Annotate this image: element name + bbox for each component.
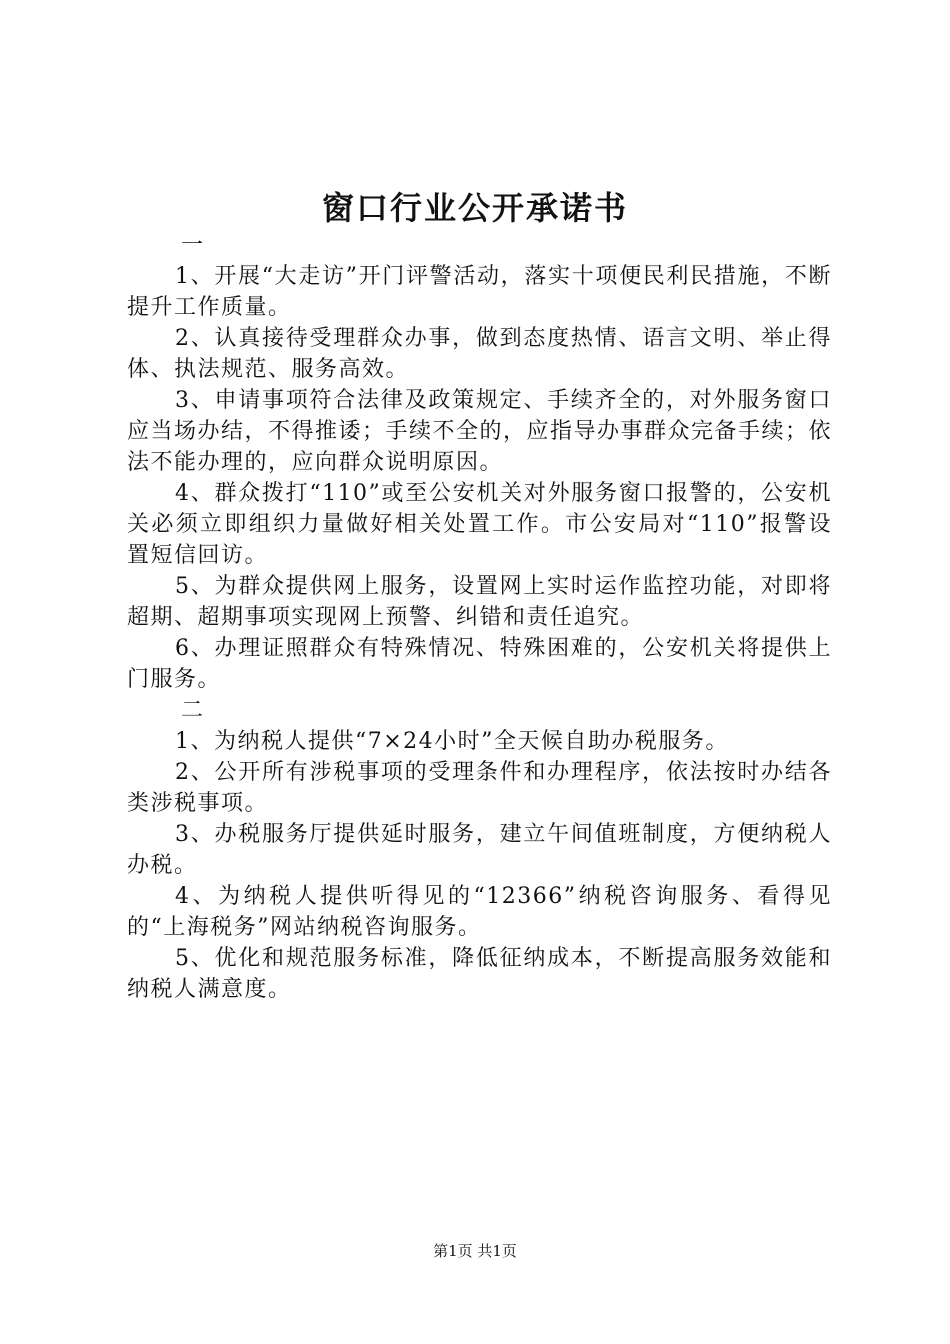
section-1-mark: 一	[181, 233, 206, 258]
section-2-item-4: 4、为纳税人提供听得见的“12366”纳税咨询服务、看得见的“上海税务”网站纳税咨询服务。	[127, 884, 832, 940]
document-body	[127, 230, 832, 1005]
section-1-item-3: 3、申请事项符合法律及政策规定、手续齐全的，对外服务窗口应当场办结，不得推诿；手续不全的，应指导办事群众完备手续；依法不能办理的，应向群众说明原因。	[127, 388, 833, 475]
section-1-item-5: 5、为群众提供网上服务，设置网上实时运作监控功能，对即将超期、超期事项实现网上预警、纠错和责任追究。	[127, 574, 832, 630]
section-1-item-6: 6、办理证照群众有特殊情况、特殊困难的，公安机关将提供上门服务。	[127, 636, 832, 692]
section-1-item-2: 2、认真接待受理群众办事，做到态度热情、语言文明、举止得体、执法规范、服务高效。	[127, 326, 832, 382]
section-2-item-2: 2、公开所有涉税事项的受理条件和办理程序，依法按时办结各类涉税事项。	[127, 760, 832, 816]
document-title: 窗口行业公开承诺书	[321, 189, 628, 227]
section-1-item-1: 1、开展“大走访”开门评警活动，落实十项便民利民措施，不断提升工作质量。	[127, 264, 832, 320]
section-2-item-1: 1、为纳税人提供“7×24小时”全天候自助办税服务。	[175, 729, 729, 754]
section-1-item-4: 4、群众拨打“110”或至公安机关对外服务窗口报警的，公安机关必须立即组织力量做好相关处置工作。市公安局对“110”报警设置短信回访。	[127, 481, 832, 568]
page-footer: 第1页 共1页	[433, 1242, 517, 1260]
section-2-mark: 二	[181, 698, 206, 723]
section-2-item-5: 5、优化和规范服务标准，降低征纳成本，不断提高服务效能和纳税人满意度。	[127, 946, 832, 1002]
section-2-item-3: 3、办税服务厅提供延时服务，建立午间值班制度，方便纳税人办税。	[127, 822, 832, 878]
